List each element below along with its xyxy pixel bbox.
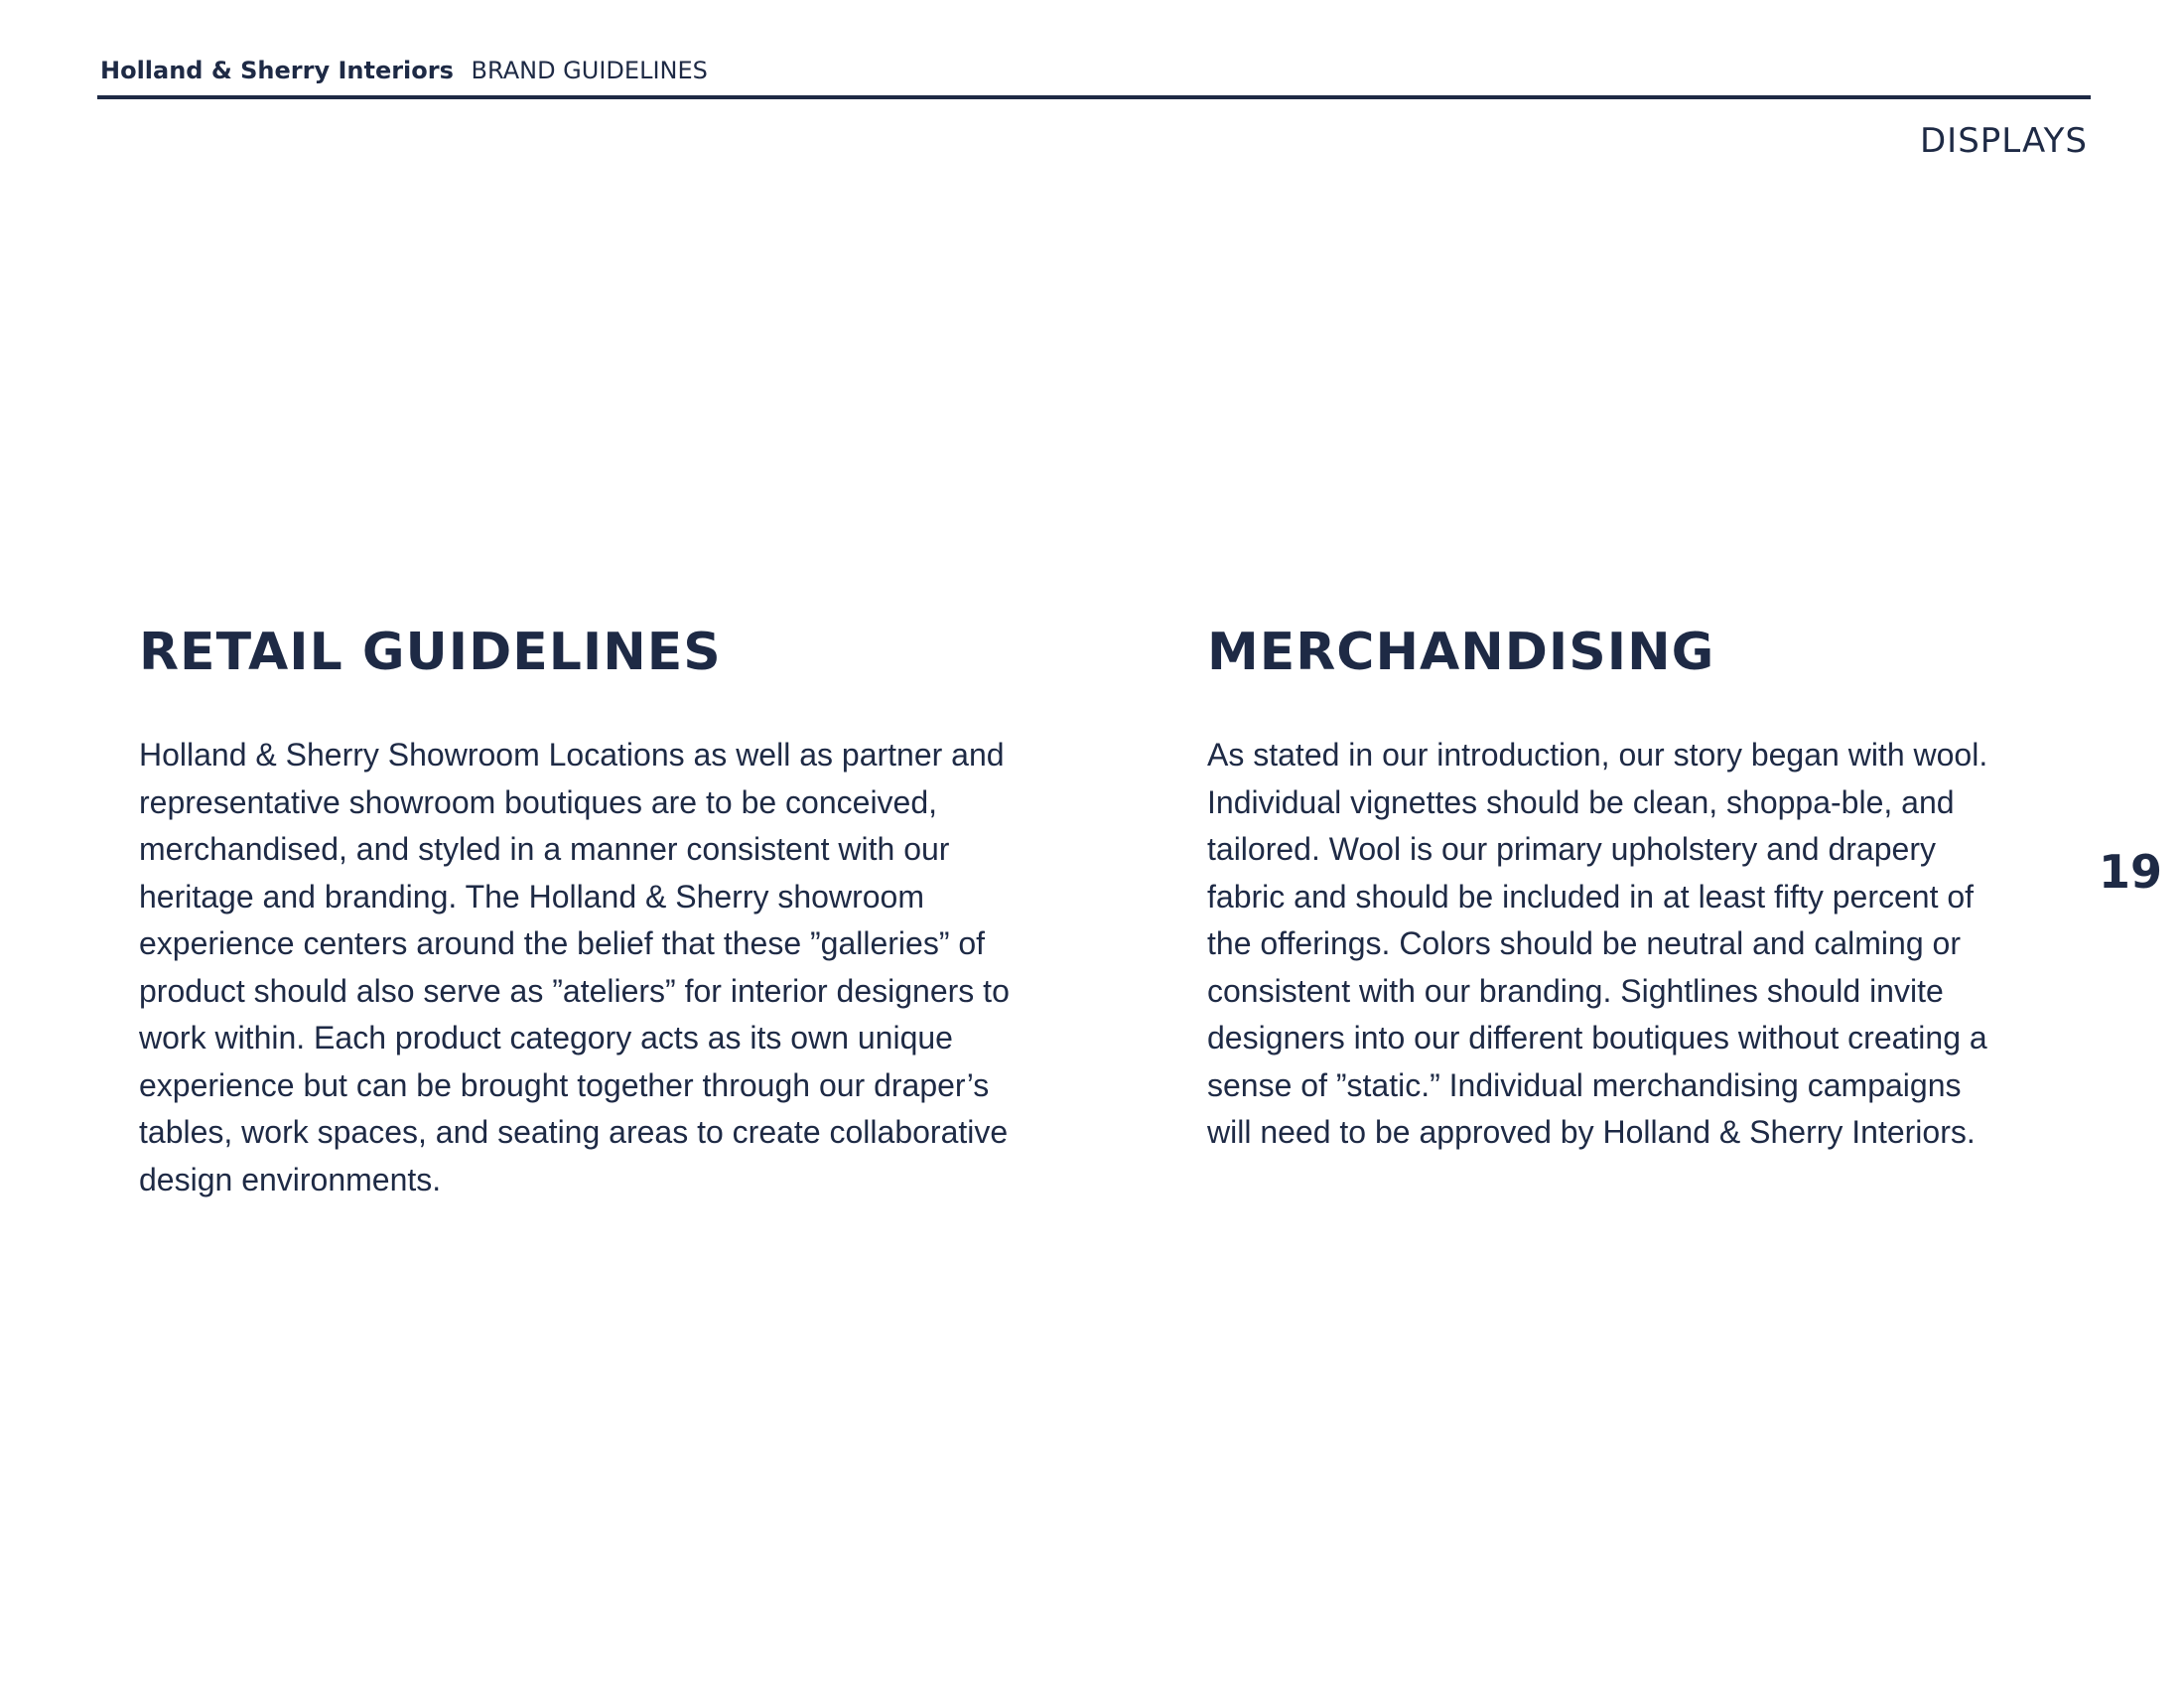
retail-guidelines-column (139, 621, 1013, 1203)
retail-guidelines-heading: RETAIL GUIDELINES (139, 623, 722, 682)
merchandising-body: As stated in our introduction, our story began with wool. Individual vignettes should be clean, shoppa-ble, and tailored. Wool is our primary upholstery and drapery fabric and should be included in at least fifty percent of the offerings. Colors should be neutral and calming or consistent with our branding. Sightlines should invite designers into our different boutiques without creating a sense of ”static.” Individual merchandising campaigns will need to be approved by Holland & Sherry Interiors. (1207, 737, 1988, 1150)
merchandising-column (1207, 621, 1991, 1157)
document-title: BRAND GUIDELINES (471, 57, 708, 84)
section-label: DISPLAYS (1920, 121, 2088, 161)
brand-name: Holland & Sherry Interiors (100, 57, 454, 84)
retail-guidelines-body: Holland & Sherry Showroom Locations as well as partner and representative showroom boutiques are to be conceived, merchandised, and styled in a manner consistent with our heritage and branding. The Holland & Sherry showroom experience centers around the belief that these ”galleries” of product should also serve as ”ateliers” for interior designers to work within. Each product category acts as its own unique experience but can be brought together through our draper’s tables, work spaces, and seating areas to create collaborative design environments. (139, 737, 1010, 1197)
header-rule (97, 95, 2091, 99)
merchandising-heading: MERCHANDISING (1207, 623, 1715, 682)
page-number: 19 (2098, 845, 2162, 899)
page-header (100, 56, 708, 85)
